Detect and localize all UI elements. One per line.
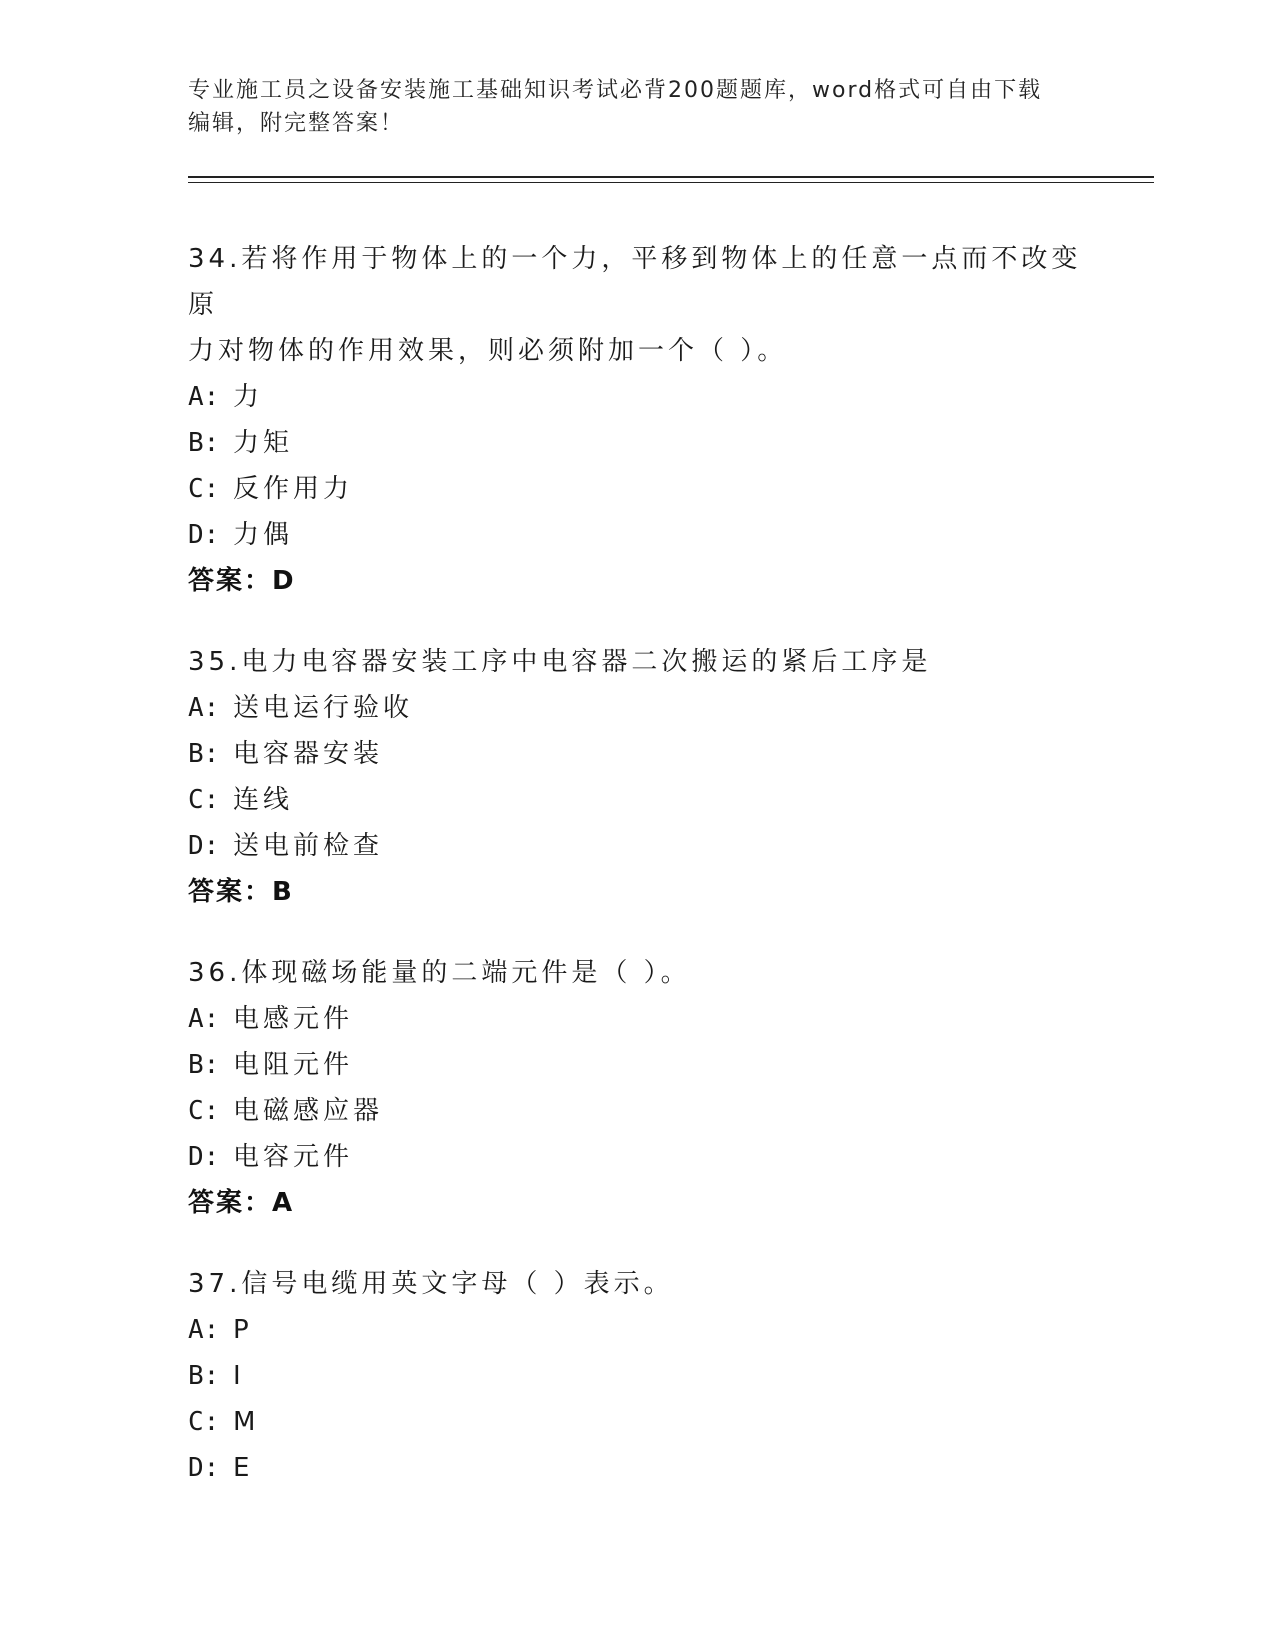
option-letter: D: (188, 1453, 220, 1483)
option-text: 电感元件 (233, 1004, 354, 1034)
option-letter: D: (188, 831, 220, 861)
option-a (188, 996, 1088, 1042)
option-b (188, 1042, 1088, 1088)
option-b (188, 731, 1088, 777)
option-text: 连线 (233, 785, 294, 815)
question-stem: 35.电力电容器安装工序中电容器二次搬运的紧后工序是 (188, 647, 932, 677)
option-text: E (233, 1453, 254, 1483)
answer-label: 答案：D (188, 566, 296, 596)
question-36 (188, 950, 1088, 1226)
option-letter: C: (188, 785, 220, 815)
option-a (188, 685, 1088, 731)
option-letter: C: (188, 1096, 220, 1126)
question-34 (188, 236, 1088, 604)
option-d (188, 1445, 1088, 1491)
option-text: 电容元件 (233, 1142, 354, 1172)
option-text: 电磁感应器 (233, 1096, 384, 1126)
option-c (188, 466, 1088, 512)
option-d (188, 823, 1088, 869)
option-text: 力偶 (233, 520, 294, 550)
option-letter: B: (188, 739, 220, 769)
option-letter: C: (188, 1407, 220, 1437)
question-list (188, 236, 1088, 1526)
option-letter: A: (188, 382, 220, 412)
option-c (188, 1088, 1088, 1134)
option-text: 电阻元件 (233, 1050, 354, 1080)
option-letter: D: (188, 520, 220, 550)
option-d (188, 512, 1088, 558)
question-stem: 37.信号电缆用英文字母（ ）表示。 (188, 1269, 674, 1299)
header-divider-thin (188, 182, 1154, 183)
header-line-2: 编辑，附完整答案！ (188, 111, 405, 136)
header-divider-thick (188, 176, 1154, 178)
option-b (188, 1353, 1088, 1399)
option-b (188, 420, 1088, 466)
option-c (188, 777, 1088, 823)
question-35 (188, 639, 1088, 915)
answer-label: 答案：B (188, 877, 294, 907)
option-text: I (233, 1361, 245, 1391)
option-c (188, 1399, 1088, 1445)
option-text: M (233, 1407, 260, 1437)
option-letter: A: (188, 1315, 220, 1345)
question-stem: 34.若将作用于物体上的一个力，平移到物体上的任意一点而不改变原 (188, 244, 1082, 320)
option-letter: B: (188, 1050, 220, 1080)
document-header (188, 74, 1088, 140)
option-letter: D: (188, 1142, 220, 1172)
header-line-1: 专业施工员之设备安装施工基础知识考试必背200题题库，word格式可自由下载 (188, 78, 1043, 103)
option-text: 送电运行验收 (233, 693, 414, 723)
option-a (188, 374, 1088, 420)
question-37 (188, 1261, 1088, 1491)
option-text: 电容器安装 (233, 739, 384, 769)
option-letter: A: (188, 1004, 220, 1034)
question-stem-continued: 力对物体的作用效果，则必须附加一个（ ）。 (188, 336, 788, 366)
option-text: P (233, 1315, 253, 1345)
option-text: 反作用力 (233, 474, 354, 504)
option-letter: B: (188, 1361, 220, 1391)
option-text: 力 (233, 382, 264, 412)
answer-label: 答案：A (188, 1188, 295, 1218)
option-letter: B: (188, 428, 220, 458)
option-letter: C: (188, 474, 220, 504)
option-text: 送电前检查 (233, 831, 384, 861)
option-text: 力矩 (233, 428, 294, 458)
option-letter: A: (188, 693, 220, 723)
question-stem: 36.体现磁场能量的二端元件是（ ）。 (188, 958, 691, 988)
option-a (188, 1307, 1088, 1353)
option-d (188, 1134, 1088, 1180)
